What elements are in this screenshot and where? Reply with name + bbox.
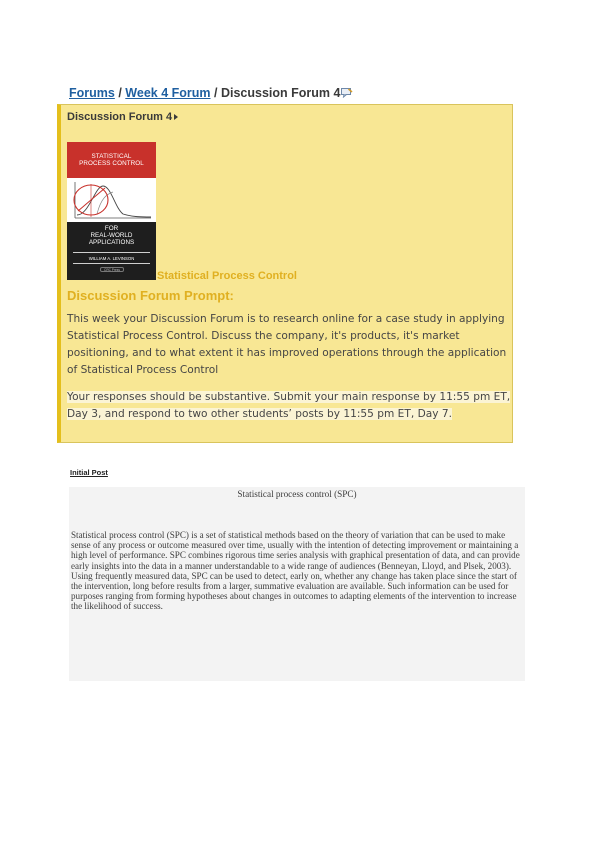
book-cover-divider	[73, 252, 150, 253]
breadcrumb	[69, 86, 353, 101]
breadcrumb-week-link[interactable]: Week 4 Forum	[125, 86, 211, 100]
panel-title	[67, 111, 178, 123]
prompt-text: This week your Discussion Forum is to research online for a case study in applying Statistical Process Control. Discuss the company, it's products, it's market positioning, and to what extent it has improved operations through the application of Statistical Process Control	[67, 313, 507, 376]
book-cover-subtitle-line: APPLICATIONS	[88, 239, 135, 246]
post-body: Statistical process control (SPC) is a set of statistical methods based on the theory of variation that can be used to make sense of any process or outcome measured over time, usually with the intention of detecting improvement or maintaining a high level of performance. SPC combines rigorous time series analysis with graphical presentation of data, and can provide early insights into the data in a manner understandable to a wide range of audiences (Benneyan, Lloyd, and Plsek, 2003). Using frequently measured data, SPC can be used to detect, early on, whether any change has taken place since the start of the intervention, long before results from a larger, summative evaluation are available. Such information can be used for purposes ranging from forming hypotheses about changes in outcomes to adapting elements of the intervention to increase the likelihood of success.	[71, 530, 520, 612]
forum-post-icon[interactable]	[341, 87, 353, 101]
book-cover-subtitle	[67, 225, 156, 246]
submission-instructions	[67, 389, 513, 423]
caret-right-icon[interactable]	[174, 114, 178, 120]
publisher-logo: CRC Press	[100, 267, 124, 272]
book-cover-title-line: STATISTICAL	[91, 153, 132, 160]
initial-post-box	[69, 487, 525, 681]
initial-post-label: Initial Post	[70, 468, 108, 477]
breadcrumb-separator: /	[214, 86, 218, 100]
post-title: Statistical process control (SPC)	[237, 489, 357, 499]
book-cover-image	[67, 142, 156, 280]
book-cover-author: WILLIAM A. LEVINSON	[88, 256, 135, 261]
book-cover-subtitle-line: FOR	[104, 225, 119, 232]
panel-title-text: Discussion Forum 4	[67, 111, 173, 123]
book-cover-divider	[73, 263, 150, 264]
book-cover-subtitle-line: REAL-WORLD	[90, 232, 133, 239]
breadcrumb-separator: /	[118, 86, 122, 100]
book-cover-title-line: PROCESS CONTROL	[79, 160, 144, 167]
breadcrumb-current: Discussion Forum 4	[220, 86, 341, 100]
prompt-heading: Discussion Forum Prompt:	[67, 288, 234, 303]
discussion-forum-panel	[57, 104, 513, 443]
submission-instructions-text: Your responses should be substantive. Submit your main response by 11:55 pm ET, Day 3, and respond to two other students’ posts by 11:55 pm ET, Day 7.	[67, 391, 511, 420]
book-cover-title	[67, 142, 156, 178]
breadcrumb-forums-link[interactable]: Forums	[69, 86, 115, 100]
image-caption: Statistical Process Control	[157, 270, 297, 282]
control-chart-illustration	[67, 178, 156, 222]
